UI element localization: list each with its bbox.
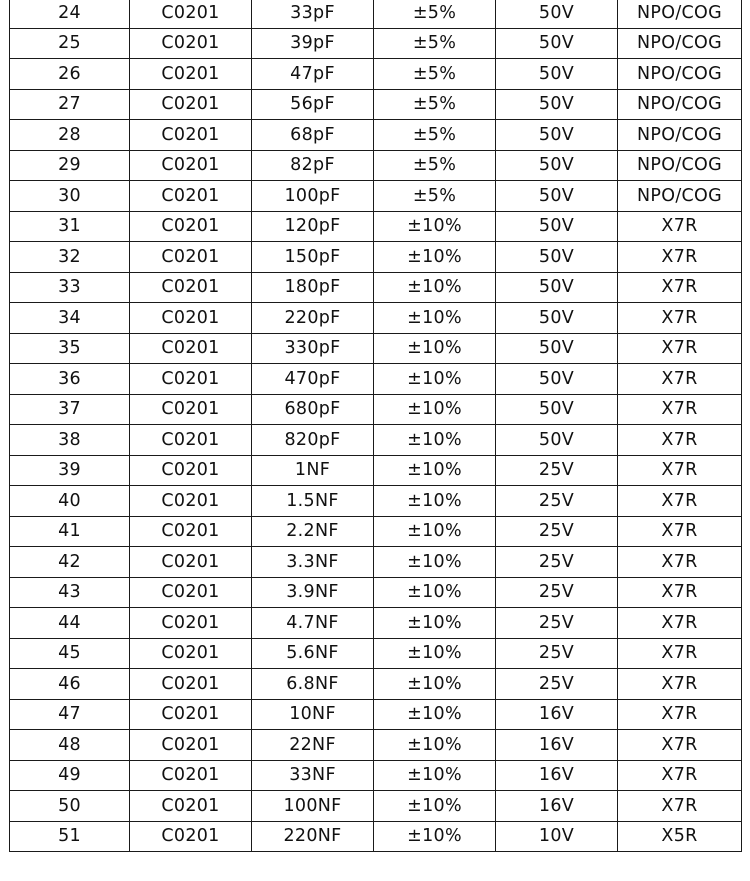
tolerance-cell: ±10% — [374, 486, 496, 517]
item-number-cell: 24 — [10, 0, 130, 28]
capacitance-cell: 180pF — [252, 272, 374, 303]
voltage-cell: 50V — [496, 150, 618, 181]
tolerance-cell: ±10% — [374, 791, 496, 822]
tolerance-cell: ±5% — [374, 181, 496, 212]
capacitance-cell: 68pF — [252, 120, 374, 151]
capacitance-cell: 5.6NF — [252, 638, 374, 669]
dielectric-cell: X7R — [618, 516, 742, 547]
voltage-cell: 25V — [496, 577, 618, 608]
voltage-cell: 25V — [496, 455, 618, 486]
tolerance-cell: ±10% — [374, 699, 496, 730]
capacitance-cell: 33pF — [252, 0, 374, 28]
capacitance-cell: 1NF — [252, 455, 374, 486]
package-cell: C0201 — [130, 638, 252, 669]
capacitance-cell: 680pF — [252, 394, 374, 425]
voltage-cell: 50V — [496, 120, 618, 151]
item-number-cell: 48 — [10, 730, 130, 761]
tolerance-cell: ±5% — [374, 89, 496, 120]
package-cell: C0201 — [130, 59, 252, 90]
dielectric-cell: NPO/COG — [618, 120, 742, 151]
dielectric-cell: X7R — [618, 699, 742, 730]
package-cell: C0201 — [130, 242, 252, 273]
item-number-cell: 47 — [10, 699, 130, 730]
tolerance-cell: ±10% — [374, 242, 496, 273]
item-number-cell: 45 — [10, 638, 130, 669]
table-row — [10, 699, 742, 730]
voltage-cell: 50V — [496, 394, 618, 425]
table-row — [10, 516, 742, 547]
table-row — [10, 211, 742, 242]
tolerance-cell: ±5% — [374, 28, 496, 59]
capacitance-cell: 56pF — [252, 89, 374, 120]
capacitance-cell: 100NF — [252, 791, 374, 822]
item-number-cell: 51 — [10, 821, 130, 852]
capacitance-cell: 1.5NF — [252, 486, 374, 517]
voltage-cell: 16V — [496, 791, 618, 822]
voltage-cell: 25V — [496, 608, 618, 639]
item-number-cell: 49 — [10, 760, 130, 791]
voltage-cell: 50V — [496, 303, 618, 334]
table-row — [10, 638, 742, 669]
tolerance-cell: ±10% — [374, 608, 496, 639]
table-row — [10, 760, 742, 791]
table-row — [10, 577, 742, 608]
dielectric-cell: X7R — [618, 547, 742, 578]
item-number-cell: 50 — [10, 791, 130, 822]
table-row — [10, 0, 742, 28]
dielectric-cell: X7R — [618, 394, 742, 425]
voltage-cell: 10V — [496, 821, 618, 852]
dielectric-cell: X7R — [618, 669, 742, 700]
voltage-cell: 16V — [496, 760, 618, 791]
item-number-cell: 28 — [10, 120, 130, 151]
tolerance-cell: ±10% — [374, 669, 496, 700]
package-cell: C0201 — [130, 577, 252, 608]
table-row — [10, 89, 742, 120]
package-cell: C0201 — [130, 89, 252, 120]
tolerance-cell: ±10% — [374, 425, 496, 456]
table-row — [10, 181, 742, 212]
item-number-cell: 33 — [10, 272, 130, 303]
table-row — [10, 669, 742, 700]
capacitance-cell: 470pF — [252, 364, 374, 395]
item-number-cell: 38 — [10, 425, 130, 456]
table-row — [10, 303, 742, 334]
voltage-cell: 25V — [496, 547, 618, 578]
tolerance-cell: ±10% — [374, 364, 496, 395]
package-cell: C0201 — [130, 547, 252, 578]
capacitance-cell: 220pF — [252, 303, 374, 334]
table-row — [10, 455, 742, 486]
tolerance-cell: ±10% — [374, 394, 496, 425]
capacitance-cell: 82pF — [252, 150, 374, 181]
voltage-cell: 25V — [496, 486, 618, 517]
capacitance-cell: 100pF — [252, 181, 374, 212]
item-number-cell: 29 — [10, 150, 130, 181]
table-row — [10, 425, 742, 456]
item-number-cell: 44 — [10, 608, 130, 639]
dielectric-cell: X7R — [618, 638, 742, 669]
dielectric-cell: X5R — [618, 821, 742, 852]
table-row — [10, 730, 742, 761]
table-row — [10, 791, 742, 822]
capacitance-cell: 6.8NF — [252, 669, 374, 700]
capacitance-cell: 2.2NF — [252, 516, 374, 547]
tolerance-cell: ±10% — [374, 730, 496, 761]
dielectric-cell: X7R — [618, 608, 742, 639]
item-number-cell: 43 — [10, 577, 130, 608]
dielectric-cell: X7R — [618, 364, 742, 395]
voltage-cell: 50V — [496, 425, 618, 456]
tolerance-cell: ±10% — [374, 547, 496, 578]
package-cell: C0201 — [130, 394, 252, 425]
item-number-cell: 27 — [10, 89, 130, 120]
dielectric-cell: NPO/COG — [618, 0, 742, 28]
capacitor-spec-sheet — [9, 0, 741, 852]
voltage-cell: 50V — [496, 181, 618, 212]
package-cell: C0201 — [130, 455, 252, 486]
item-number-cell: 26 — [10, 59, 130, 90]
tolerance-cell: ±10% — [374, 577, 496, 608]
package-cell: C0201 — [130, 28, 252, 59]
package-cell: C0201 — [130, 364, 252, 395]
package-cell: C0201 — [130, 699, 252, 730]
table-row — [10, 394, 742, 425]
capacitance-cell: 220NF — [252, 821, 374, 852]
package-cell: C0201 — [130, 821, 252, 852]
capacitance-cell: 3.9NF — [252, 577, 374, 608]
table-row — [10, 120, 742, 151]
table-row — [10, 486, 742, 517]
tolerance-cell: ±10% — [374, 211, 496, 242]
dielectric-cell: X7R — [618, 730, 742, 761]
capacitance-cell: 3.3NF — [252, 547, 374, 578]
dielectric-cell: X7R — [618, 242, 742, 273]
capacitance-cell: 4.7NF — [252, 608, 374, 639]
table-row — [10, 28, 742, 59]
package-cell: C0201 — [130, 333, 252, 364]
package-cell: C0201 — [130, 425, 252, 456]
package-cell: C0201 — [130, 303, 252, 334]
capacitance-cell: 820pF — [252, 425, 374, 456]
table-row — [10, 333, 742, 364]
tolerance-cell: ±10% — [374, 821, 496, 852]
package-cell: C0201 — [130, 272, 252, 303]
voltage-cell: 50V — [496, 59, 618, 90]
dielectric-cell: NPO/COG — [618, 181, 742, 212]
item-number-cell: 39 — [10, 455, 130, 486]
tolerance-cell: ±5% — [374, 59, 496, 90]
voltage-cell: 50V — [496, 364, 618, 395]
voltage-cell: 16V — [496, 699, 618, 730]
tolerance-cell: ±5% — [374, 150, 496, 181]
table-body — [10, 0, 742, 852]
item-number-cell: 35 — [10, 333, 130, 364]
package-cell: C0201 — [130, 760, 252, 791]
capacitance-cell: 330pF — [252, 333, 374, 364]
capacitance-cell: 33NF — [252, 760, 374, 791]
voltage-cell: 16V — [496, 730, 618, 761]
dielectric-cell: NPO/COG — [618, 89, 742, 120]
voltage-cell: 50V — [496, 211, 618, 242]
dielectric-cell: X7R — [618, 211, 742, 242]
tolerance-cell: ±10% — [374, 455, 496, 486]
package-cell: C0201 — [130, 181, 252, 212]
item-number-cell: 31 — [10, 211, 130, 242]
package-cell: C0201 — [130, 516, 252, 547]
package-cell: C0201 — [130, 486, 252, 517]
item-number-cell: 32 — [10, 242, 130, 273]
package-cell: C0201 — [130, 211, 252, 242]
item-number-cell: 30 — [10, 181, 130, 212]
capacitance-cell: 120pF — [252, 211, 374, 242]
table-row — [10, 608, 742, 639]
capacitance-cell: 150pF — [252, 242, 374, 273]
item-number-cell: 34 — [10, 303, 130, 334]
dielectric-cell: X7R — [618, 760, 742, 791]
capacitance-cell: 10NF — [252, 699, 374, 730]
capacitance-cell: 22NF — [252, 730, 374, 761]
dielectric-cell: X7R — [618, 791, 742, 822]
item-number-cell: 41 — [10, 516, 130, 547]
tolerance-cell: ±10% — [374, 333, 496, 364]
table-row — [10, 272, 742, 303]
table-row — [10, 242, 742, 273]
package-cell: C0201 — [130, 608, 252, 639]
dielectric-cell: X7R — [618, 272, 742, 303]
package-cell: C0201 — [130, 0, 252, 28]
table-row — [10, 547, 742, 578]
package-cell: C0201 — [130, 669, 252, 700]
voltage-cell: 50V — [496, 28, 618, 59]
item-number-cell: 37 — [10, 394, 130, 425]
table-row — [10, 364, 742, 395]
dielectric-cell: NPO/COG — [618, 150, 742, 181]
voltage-cell: 25V — [496, 638, 618, 669]
table-row — [10, 150, 742, 181]
package-cell: C0201 — [130, 120, 252, 151]
voltage-cell: 50V — [496, 242, 618, 273]
item-number-cell: 25 — [10, 28, 130, 59]
voltage-cell: 50V — [496, 272, 618, 303]
table-row — [10, 59, 742, 90]
dielectric-cell: NPO/COG — [618, 28, 742, 59]
voltage-cell: 50V — [496, 0, 618, 28]
tolerance-cell: ±10% — [374, 272, 496, 303]
package-cell: C0201 — [130, 791, 252, 822]
dielectric-cell: X7R — [618, 455, 742, 486]
tolerance-cell: ±10% — [374, 638, 496, 669]
item-number-cell: 46 — [10, 669, 130, 700]
tolerance-cell: ±10% — [374, 516, 496, 547]
tolerance-cell: ±10% — [374, 303, 496, 334]
item-number-cell: 36 — [10, 364, 130, 395]
item-number-cell: 40 — [10, 486, 130, 517]
voltage-cell: 25V — [496, 516, 618, 547]
tolerance-cell: ±5% — [374, 0, 496, 28]
dielectric-cell: X7R — [618, 577, 742, 608]
tolerance-cell: ±5% — [374, 120, 496, 151]
voltage-cell: 50V — [496, 89, 618, 120]
voltage-cell: 25V — [496, 669, 618, 700]
dielectric-cell: X7R — [618, 425, 742, 456]
package-cell: C0201 — [130, 730, 252, 761]
capacitance-cell: 47pF — [252, 59, 374, 90]
dielectric-cell: NPO/COG — [618, 59, 742, 90]
dielectric-cell: X7R — [618, 303, 742, 334]
voltage-cell: 50V — [496, 333, 618, 364]
dielectric-cell: X7R — [618, 333, 742, 364]
capacitor-table — [9, 0, 742, 852]
tolerance-cell: ±10% — [374, 760, 496, 791]
dielectric-cell: X7R — [618, 486, 742, 517]
item-number-cell: 42 — [10, 547, 130, 578]
capacitance-cell: 39pF — [252, 28, 374, 59]
package-cell: C0201 — [130, 150, 252, 181]
table-row — [10, 821, 742, 852]
